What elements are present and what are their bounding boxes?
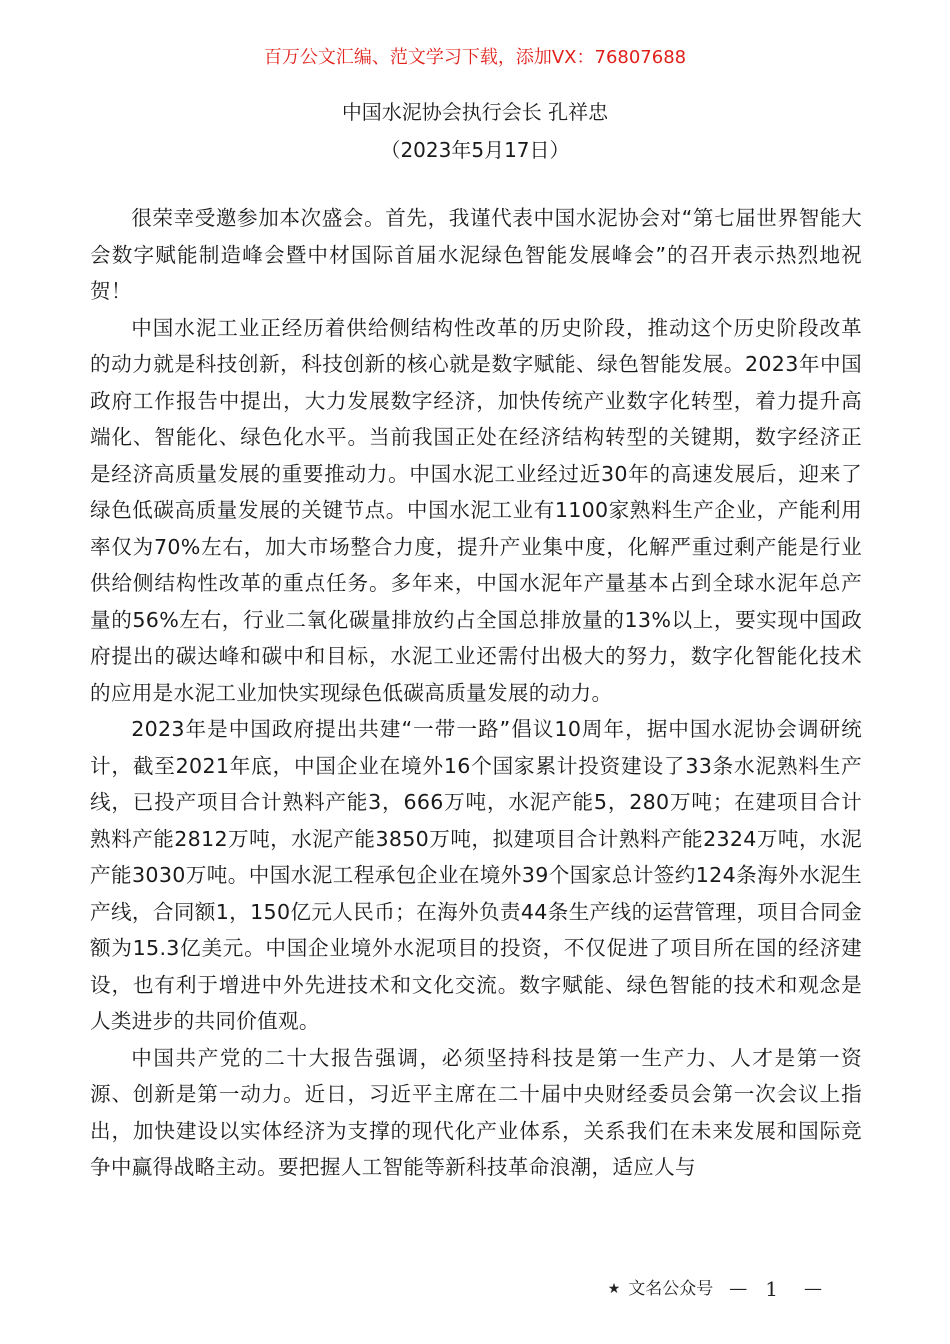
paragraph: 中国水泥工业正经历着供给侧结构性改革的历史阶段，推动这个历史阶段改革的动力就是科技创新，科技创新的核心就是数字赋能、绿色智能发展。2023年中国政府工作报告中提出，大力发展数字经济，加快传统产业数字化转型，着力提升高端化、智能化、绿色化水平。当前我国正处在经济结构转型的关键期，数字经济正是经济高质量发展的重要推动力。中国水泥工业经过近30年的高速发展后，迎来了绿色低碳高质量发展的关键节点。中国水泥工业有1100家熟料生产企业，产能利用率仅为70%左右，加大市场整合力度，提升产业集中度，化解严重过剩产能是行业供给侧结构性改革的重点任务。多年来，中国水泥年产量基本占到全球水泥年总产量的56%左右，行业二氧化碳量排放约占全国总排放量的13%以上，要实现中国政府提出的碳达峰和碳中和目标，水泥工业还需付出极大的努力，数字化智能化技术的应用是水泥工业加快实现绿色低碳高质量发展的动力。	[90, 315, 862, 705]
author-line: 中国水泥协会执行会长 孔祥忠	[341, 100, 609, 124]
paragraph: 中国共产党的二十大报告强调，必须坚持科技是第一生产力、人才是第一资源、创新是第一动力。近日，习近平主席在二十届中央财经委员会第一次会议上指出，加快建设以实体经济为支撑的现代化产业体系，关系我们在未来发展和国际竞争中赢得战略主动。要把握人工智能等新科技革命浪潮，适应人与	[90, 1045, 862, 1179]
footer-dash-right: —	[804, 1278, 822, 1299]
footer-source: 文名公众号	[628, 1279, 714, 1299]
paragraph: 很荣幸受邀参加本次盛会。首先，我谨代表中国水泥协会对“第七届世界智能大会数字赋能制造峰会暨中材国际首届水泥绿色智能发展峰会”的召开表示热烈地祝贺！	[90, 206, 862, 303]
promo-banner: 百万公文汇编、范文学习下载，添加VX：76807688	[263, 47, 687, 68]
body-text	[90, 200, 862, 1260]
paragraph: 2023年是中国政府提出共建“一带一路”倡议10周年，据中国水泥协会调研统计，截至2021年底，中国企业在境外16个国家累计投资建设了33条水泥熟料生产线，已投产项目合计熟料产能3，666万吨，水泥产能5，280万吨；在建项目合计熟料产能2812万吨，水泥产能3850万吨，拟建项目合计熟料产能2324万吨，水泥产能3030万吨。中国水泥工程承包企业在境外39个国家总计签约124条海外水泥生产线，合同额1，150亿元人民币；在海外负责44条生产线的运营管理，项目合同金额为15.3亿美元。中国企业境外水泥项目的投资，不仅促进了项目所在国的经济建设，也有利于增进中外先进技术和文化交流。数字赋能、绿色智能的技术和观念是人类进步的共同价值观。	[90, 717, 862, 1033]
page-number: 1	[765, 1277, 778, 1301]
date-line: （2023年5月17日）	[380, 138, 570, 162]
footer-dash-left: —	[729, 1278, 748, 1299]
page-footer	[608, 1276, 822, 1302]
star-icon: ★	[607, 1281, 621, 1297]
